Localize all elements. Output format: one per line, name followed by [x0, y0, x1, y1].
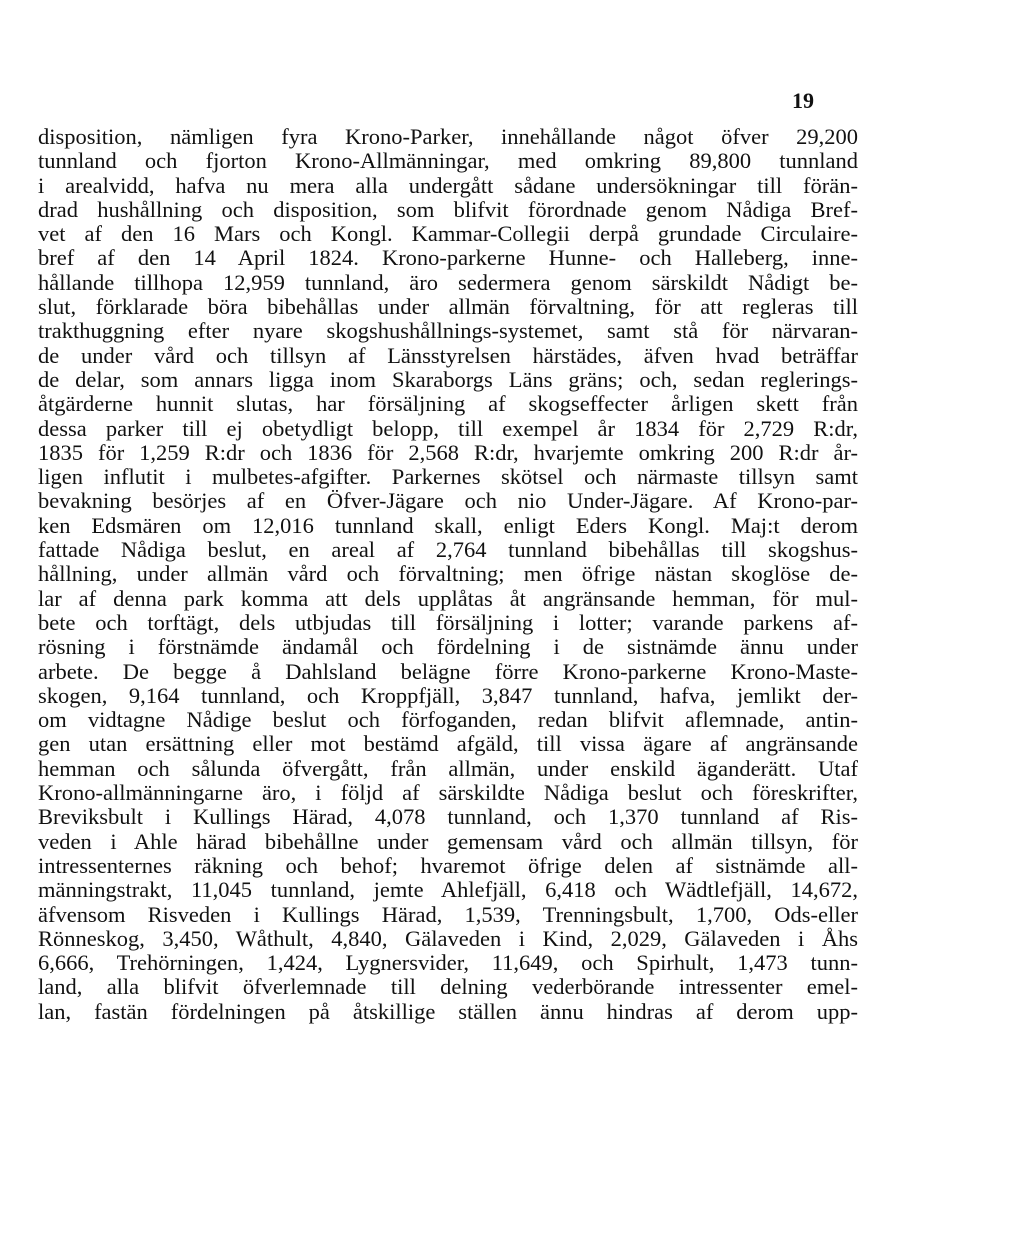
text-line: intressenternes räkning och behof; hvaremot öfrige delen af sistnämde all- — [38, 853, 858, 878]
text-line: i arealvidd, hafva nu mera alla undergått sådane undersökningar till förän- — [38, 173, 858, 198]
text-line: fattade Nådiga beslut, en areal af 2,764 tunnland bibehållas till skogshus- — [38, 538, 858, 563]
text-line: gen utan ersättning eller mot bestämd afgäld, till vissa ägare af angränsande — [38, 732, 858, 757]
text-line: åtgärderne hunnit slutas, har försäljning af skogseffecter årligen skett från — [38, 392, 858, 417]
text-line: vet af den 16 Mars och Kongl. Kammar-Collegii derpå grundade Circulaire- — [38, 222, 858, 247]
text-line: hållande tillhopa 12,959 tunnland, äro sedermera genom särskildt Nådigt be- — [38, 270, 858, 295]
text-line: dessa parker till ej obetydligt belopp, till exempel år 1834 för 2,729 R:dr, — [38, 416, 858, 441]
text-line: lan, fastän fördelningen på åtskillige ställen ännu hindras af derom upp- — [38, 999, 858, 1024]
text-line: 1835 för 1,259 R:dr och 1836 för 2,568 R:dr, hvarjemte omkring 200 R:dr år- — [38, 440, 858, 465]
text-line: bete och torftägt, dels utbjudas till försäljning i lotter; varande parkens af- — [38, 610, 858, 635]
text-line: rösning i förstnämde ändamål och fördelning i de sistnämde ännu under — [38, 635, 858, 660]
text-line: om vidtagne Nådige beslut och förfoganden, redan blifvit aflemnade, antin- — [38, 708, 858, 733]
text-line: hemman och sålunda öfvergått, från allmän, under enskild äganderätt. Utaf — [38, 756, 858, 781]
text-line: äfvensom Risveden i Kullings Härad, 1,539, Trenningsbult, 1,700, Ods-eller — [38, 902, 858, 927]
body-text — [38, 125, 858, 1024]
text-line: männingstrakt, 11,045 tunnland, jemte Ahlefjäll, 6,418 och Wädtlefjäll, 14,672, — [38, 878, 858, 903]
text-line: trakthuggning efter nyare skogshushållnings-systemet, samt stå för närvaran- — [38, 319, 858, 344]
text-line: skogen, 9,164 tunnland, och Kroppfjäll, 3,847 tunnland, hafva, jemlikt der- — [38, 683, 858, 708]
text-line: slut, förklarade böra bibehållas under allmän förvaltning, för att regleras till — [38, 295, 858, 320]
text-line: de under vård och tillsyn af Länsstyrelsen härstädes, äfven hvad beträffar — [38, 343, 858, 368]
text-line: Rönneskog, 3,450, Wåthult, 4,840, Gälaveden i Kind, 2,029, Gälaveden i Åhs — [38, 926, 858, 951]
text-line: lar af denna park komma att dels upplåtas åt angränsande hemman, för mul- — [38, 586, 858, 611]
text-line: arbete. De begge å Dahlsland belägne förre Krono-parkerne Krono-Maste- — [38, 659, 858, 684]
text-line: land, alla blifvit öfverlemnade till delning vederbörande intressenter emel- — [38, 975, 858, 1000]
text-line: ligen influtit i mulbetes-afgifter. Parkernes skötsel och närmaste tillsyn samt — [38, 465, 858, 490]
text-line: ken Edsmären om 12,016 tunnland skall, enligt Eders Kongl. Maj:t derom — [38, 513, 858, 538]
text-line: 6,666, Trehörningen, 1,424, Lygnersvider, 11,649, och Spirhult, 1,473 tunn- — [38, 951, 858, 976]
text-line: Krono-allmänningarne äro, i följd af särskildte Nådiga beslut och föreskrifter, — [38, 781, 858, 806]
page-number: 19 — [792, 88, 814, 113]
text-line: hållning, under allmän vård och förvaltning; men öfrige nästan skoglöse de- — [38, 562, 858, 587]
text-line: drad hushållning och disposition, som blifvit förordnade genom Nådiga Bref- — [38, 197, 858, 222]
text-line: bevakning besörjes af en Öfver-Jägare och nio Under-Jägare. Af Krono-par- — [38, 489, 858, 514]
text-line: tunnland och fjorton Krono-Allmänningar, med omkring 89,800 tunnland — [38, 149, 858, 174]
text-line: Breviksbult i Kullings Härad, 4,078 tunnland, och 1,370 tunnland af Ris- — [38, 805, 858, 830]
text-line: bref af den 14 April 1824. Krono-parkerne Hunne- och Halleberg, inne- — [38, 246, 858, 271]
text-line: veden i Ahle härad bibehållne under gemensam vård och allmän tillsyn, för — [38, 829, 858, 854]
text-line: disposition, nämligen fyra Krono-Parker, innehållande något öfver 29,200 — [38, 125, 858, 149]
text-line: de delar, som annars ligga inom Skaraborgs Läns gräns; och, sedan reglerings- — [38, 367, 858, 392]
